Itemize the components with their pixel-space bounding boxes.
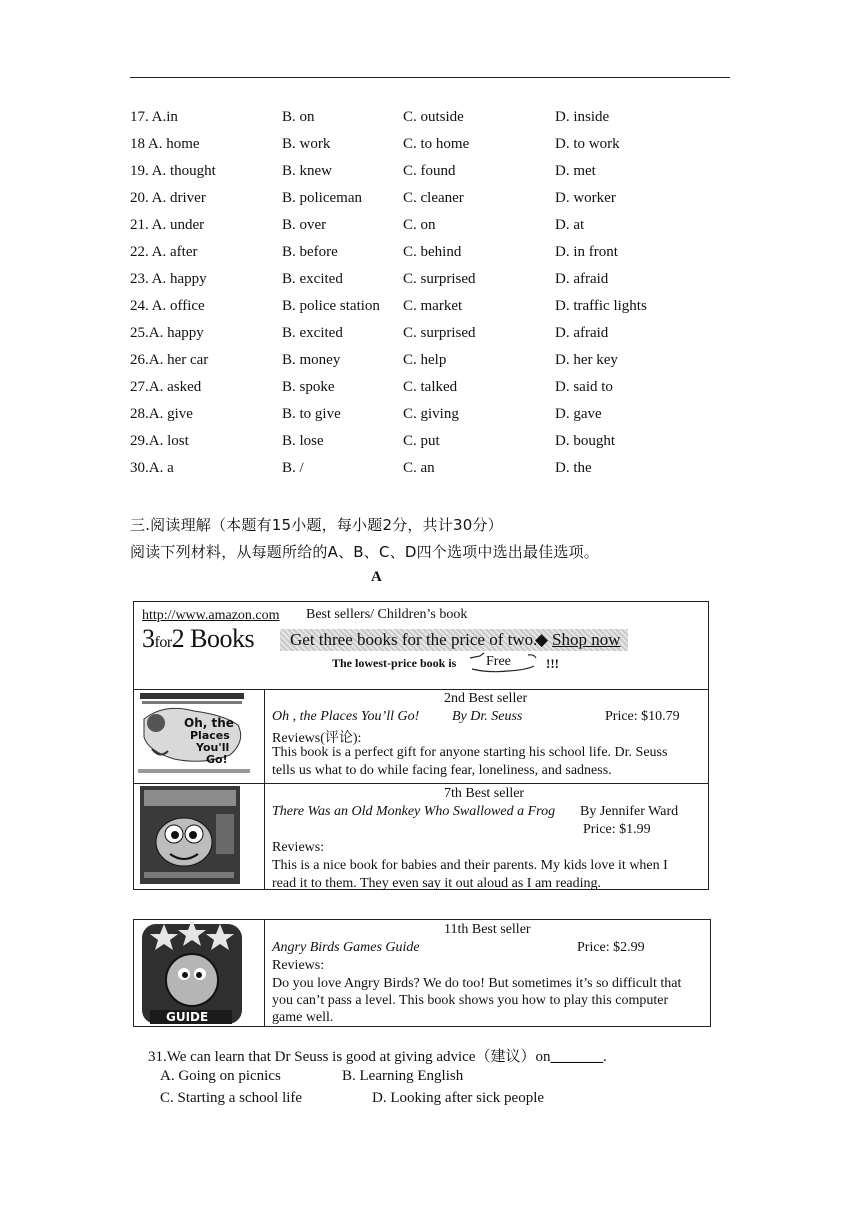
book-rank: 11th Best seller [444, 922, 531, 937]
section-heading: 三.阅读理解（本题有15小题，每小题2分，共计30分） [130, 516, 503, 534]
review-line: This book is a perfect gift for anyone starting his school life. Dr. Seuss [272, 745, 668, 760]
option-c: C. market [403, 298, 463, 314]
option-d: D. her key [555, 352, 618, 368]
review-line: This is a nice book for babies and their parents. My kids love it when I [272, 858, 668, 873]
bookstore-ad [133, 601, 709, 890]
reviews-label: Reviews(评论): [272, 731, 362, 746]
option-c: C. to home [403, 136, 470, 152]
option-d: D. at [555, 217, 585, 233]
brand-rest: 2 Books [171, 624, 255, 653]
option-a: 27.A. asked [130, 379, 202, 395]
option-d: D. said to [555, 379, 613, 395]
book-author: By Jennifer Ward [580, 804, 679, 819]
option-d: D. traffic lights [555, 298, 647, 314]
free-label: Free [486, 654, 511, 669]
book-cover-cell [134, 784, 265, 890]
option-a: 28.A. give [130, 406, 193, 422]
option-b: B. money [282, 352, 341, 368]
option-b: B. lose [282, 433, 324, 449]
review-line: game well. [272, 1010, 334, 1025]
option-a: 22. A. after [130, 244, 198, 260]
question-option-d[interactable]: D. Looking after sick people [372, 1090, 545, 1106]
option-b: B. police station [282, 298, 380, 314]
option-b: B. over [282, 217, 327, 233]
review-line: Do you love Angry Birds? We do too! But sometimes it’s so difficult that [272, 976, 682, 991]
question-31 [148, 1045, 607, 1066]
ad-category: Best sellers/ Children’s book [306, 607, 468, 622]
brand-number: 3 [142, 624, 155, 653]
book-cover-cell [134, 689, 265, 783]
option-c: C. help [403, 352, 447, 368]
option-c: C. behind [403, 244, 462, 260]
option-b: B. spoke [282, 379, 335, 395]
cover-line: Oh, the [184, 716, 234, 730]
option-a: 29.A. lost [130, 433, 189, 449]
option-a: 17. A.in [130, 109, 178, 125]
option-d: D. met [555, 163, 596, 179]
shop-now-link: Shop now [552, 630, 621, 649]
angry-birds-cover-icon [134, 920, 264, 1026]
question-option-b[interactable]: B. Learning English [342, 1068, 464, 1084]
option-b: B. policeman [282, 190, 362, 206]
option-a: 23. A. happy [130, 271, 207, 287]
option-b: B. excited [282, 325, 343, 341]
cover-line: Go! [206, 753, 228, 766]
book-title: Angry Birds Games Guide [272, 940, 420, 955]
option-c: C. outside [403, 109, 464, 125]
option-c: C. on [403, 217, 436, 233]
option-a: 24. A. office [130, 298, 205, 314]
option-a: 18 A. home [130, 136, 200, 152]
option-b: B. before [282, 244, 338, 260]
option-c: C. talked [403, 379, 458, 395]
reviews-label: Reviews: [272, 958, 325, 973]
question-option-c[interactable]: C. Starting a school life [160, 1090, 303, 1106]
option-d: D. afraid [555, 325, 609, 341]
review-line: you can’t pass a level. This book shows you how to play this computer [272, 993, 669, 1008]
exclaim-marks: !!! [546, 656, 559, 671]
places-book-cover-icon [134, 689, 264, 783]
cover-line: You'll [196, 741, 230, 754]
section-instruction: 阅读下列材料，从每题所给的A、B、C、D四个选项中选出最佳选项。 [130, 543, 599, 561]
option-c: C. giving [403, 406, 459, 422]
option-a: 20. A. driver [130, 190, 206, 206]
ad-header [134, 602, 708, 690]
option-c: C. cleaner [403, 190, 464, 206]
reviews-label: Reviews: [272, 840, 325, 855]
option-d: D. the [555, 460, 592, 476]
book-rank: 7th Best seller [444, 786, 525, 801]
book-row-angry-birds [133, 919, 711, 1027]
question-stem: 31.We can learn that Dr Seuss is good at giving advice（建议）on [148, 1049, 551, 1065]
book-title: Oh , the Places You’ll Go! [272, 709, 420, 724]
diamond-icon: ◆ [535, 630, 549, 649]
option-b: B. on [282, 109, 315, 125]
option-a: 25.A. happy [130, 325, 204, 341]
option-d: D. gave [555, 406, 602, 422]
option-c: C. found [403, 163, 456, 179]
monkey-book-cover-icon [134, 784, 264, 888]
question-end: . [602, 1049, 607, 1065]
cover-guide-text: GUIDE [166, 1010, 209, 1024]
ad-brand [142, 624, 254, 654]
header-rule [130, 77, 730, 78]
book-row [134, 689, 708, 784]
brand-for: for [154, 634, 172, 651]
promo-text: Get three books for the price of two. [290, 630, 538, 649]
book-rank: 2nd Best seller [444, 691, 528, 706]
book-price: Price: $10.79 [605, 709, 680, 724]
option-d: D. in front [555, 244, 618, 260]
option-b: B. to give [282, 406, 341, 422]
option-a: 19. A. thought [130, 163, 216, 179]
option-b: B. excited [282, 271, 343, 287]
option-d: D. to work [555, 136, 620, 152]
review-line: read it to them. They even say it out aloud as I am reading. [272, 876, 602, 891]
option-c: C. an [403, 460, 435, 476]
book-title: There Was an Old Monkey Who Swallowed a Frog [272, 804, 556, 819]
option-a: 26.A. her car [130, 352, 209, 368]
option-b: B. / [282, 460, 304, 476]
option-b: B. work [282, 136, 331, 152]
book-cover-cell [134, 920, 265, 1026]
option-d: D. afraid [555, 271, 609, 287]
book-row [134, 784, 708, 890]
option-c: C. surprised [403, 325, 476, 341]
question-option-a[interactable]: A. Going on picnics [160, 1068, 281, 1084]
option-c: C. put [403, 433, 440, 449]
option-d: D. inside [555, 109, 610, 125]
book-price: Price: $1.99 [583, 822, 651, 837]
answer-blank: _______ [550, 1049, 603, 1065]
lowest-price-text: The lowest-price book is [332, 656, 457, 670]
cover-line: Places [190, 729, 230, 742]
book-price: Price: $2.99 [577, 940, 645, 955]
review-line: tells us what to do while facing fear, loneliness, and sadness. [272, 763, 612, 778]
option-a: 21. A. under [130, 217, 205, 233]
option-d: D. bought [555, 433, 615, 449]
store-url: http://www.amazon.com [142, 608, 280, 623]
option-c: C. surprised [403, 271, 476, 287]
option-a: 30.A. a [130, 460, 174, 476]
option-d: D. worker [555, 190, 616, 206]
passage-label: A [371, 569, 382, 585]
option-b: B. knew [282, 163, 332, 179]
book-author: By Dr. Seuss [452, 709, 523, 724]
